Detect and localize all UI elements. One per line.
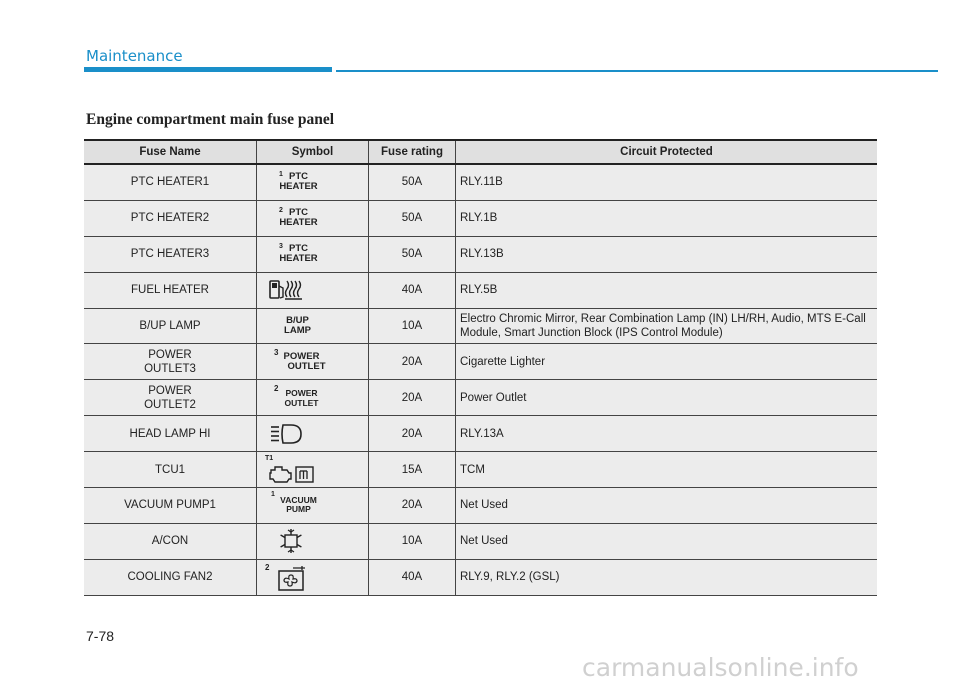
fuse-rating: 50A: [369, 164, 456, 200]
symbol-label: POWER OUTLET: [284, 387, 319, 408]
table-row: [84, 452, 877, 488]
symbol-superscript: 2: [279, 206, 283, 214]
column-header-fuse-name: Fuse Name: [84, 140, 257, 164]
circuit-protected: Power Outlet: [456, 380, 878, 416]
symbol-label: PTC HEATER: [279, 243, 318, 265]
symbol-superscript: 3: [279, 242, 283, 250]
circuit-protected: Electro Chromic Mirror, Rear Combination Lamp (IN) LH/RH, Audio, MTS E-Call Module, Smart Junction Block (IPS Control Module): [456, 308, 878, 344]
fuse-symbol: [257, 380, 369, 416]
fuse-name: COOLING FAN2: [84, 559, 257, 595]
table-row: [84, 200, 877, 236]
fuse-symbol: [257, 488, 369, 524]
fuse-rating: 20A: [369, 488, 456, 524]
fuse-table: [84, 139, 877, 596]
fuse-name: PTC HEATER2: [84, 200, 257, 236]
fuse-rating: 20A: [369, 344, 456, 380]
fuse-name: FUEL HEATER: [84, 272, 257, 308]
circuit-protected: Net Used: [456, 488, 878, 524]
circuit-protected: RLY.1B: [456, 200, 878, 236]
circuit-protected: RLY.11B: [456, 164, 878, 200]
symbol-superscript: 2: [274, 384, 279, 394]
fuel-heater-icon: [267, 278, 317, 302]
header-rule-thick: [84, 67, 332, 72]
table-header-row: [84, 140, 877, 164]
symbol-label: PTC HEATER: [279, 207, 318, 229]
fuse-symbol: [257, 272, 369, 308]
fuse-symbol: [257, 559, 369, 595]
table-row: [84, 523, 877, 559]
page-number: 7-78: [86, 628, 115, 644]
symbol-label: POWER OUTLET: [283, 350, 326, 372]
fuse-rating: 40A: [369, 559, 456, 595]
fuse-symbol: [257, 236, 369, 272]
fuse-rating: 10A: [369, 308, 456, 344]
fuse-rating: 20A: [369, 380, 456, 416]
fuse-symbol: [257, 308, 369, 344]
symbol-superscript: 1: [271, 491, 275, 499]
table-row: [84, 416, 877, 452]
circuit-protected: RLY.9, RLY.2 (GSL): [456, 559, 878, 595]
fuse-name: B/UP LAMP: [84, 308, 257, 344]
table-row: [84, 559, 877, 595]
symbol-superscript: 3: [274, 348, 279, 358]
fuse-name: PTC HEATER3: [84, 236, 257, 272]
circuit-protected: RLY.13B: [456, 236, 878, 272]
fuse-rating: 40A: [369, 272, 456, 308]
column-header-fuse-rating: Fuse rating: [369, 140, 456, 164]
table-row: [84, 236, 877, 272]
watermark: carmanualsonline.info: [582, 653, 859, 682]
symbol-superscript: T1: [265, 455, 274, 463]
table-row: [84, 164, 877, 200]
fuse-symbol: [257, 200, 369, 236]
cooling-fan-icon: [275, 566, 309, 592]
section-title: Maintenance: [86, 47, 183, 65]
circuit-protected: TCM: [456, 452, 878, 488]
table-row: [84, 344, 877, 380]
page-heading: Engine compartment main fuse panel: [86, 111, 334, 128]
fuse-symbol: [257, 344, 369, 380]
fuse-name: PTC HEATER1: [84, 164, 257, 200]
fuse-symbol: [257, 452, 369, 488]
fuse-rating: 50A: [369, 200, 456, 236]
fuse-rating: 10A: [369, 523, 456, 559]
symbol-superscript: 2: [265, 562, 270, 572]
table-row: [84, 380, 877, 416]
column-header-symbol: Symbol: [257, 140, 369, 164]
table-row: [84, 308, 877, 344]
symbol-label: PTC HEATER: [279, 171, 318, 193]
high-beam-icon: [269, 422, 309, 446]
table-row: [84, 488, 877, 524]
fuse-symbol: [257, 164, 369, 200]
circuit-protected: Cigarette Lighter: [456, 344, 878, 380]
table-row: [84, 272, 877, 308]
fuse-symbol: [257, 523, 369, 559]
fuse-rating: 20A: [369, 416, 456, 452]
fuse-name: A/CON: [84, 523, 257, 559]
column-header-circuit-protected: Circuit Protected: [456, 140, 878, 164]
header-rule-thin: [336, 70, 938, 72]
fuse-symbol: [257, 416, 369, 452]
air-conditioner-icon: [277, 527, 305, 555]
fuse-name: POWER OUTLET3: [84, 344, 257, 380]
fuse-name: TCU1: [84, 452, 257, 488]
fuse-name: VACUUM PUMP1: [84, 488, 257, 524]
fuse-rating: 15A: [369, 452, 456, 488]
symbol-label: B/UP LAMP: [284, 315, 311, 336]
engine-transmission-icon: [267, 462, 315, 484]
circuit-protected: RLY.5B: [456, 272, 878, 308]
circuit-protected: RLY.13A: [456, 416, 878, 452]
fuse-rating: 50A: [369, 236, 456, 272]
symbol-superscript: 1: [279, 171, 283, 178]
fuse-name: HEAD LAMP HI: [84, 416, 257, 452]
fuse-name: POWER OUTLET2: [84, 380, 257, 416]
circuit-protected: Net Used: [456, 523, 878, 559]
symbol-label: VACUUM PUMP: [280, 495, 317, 515]
